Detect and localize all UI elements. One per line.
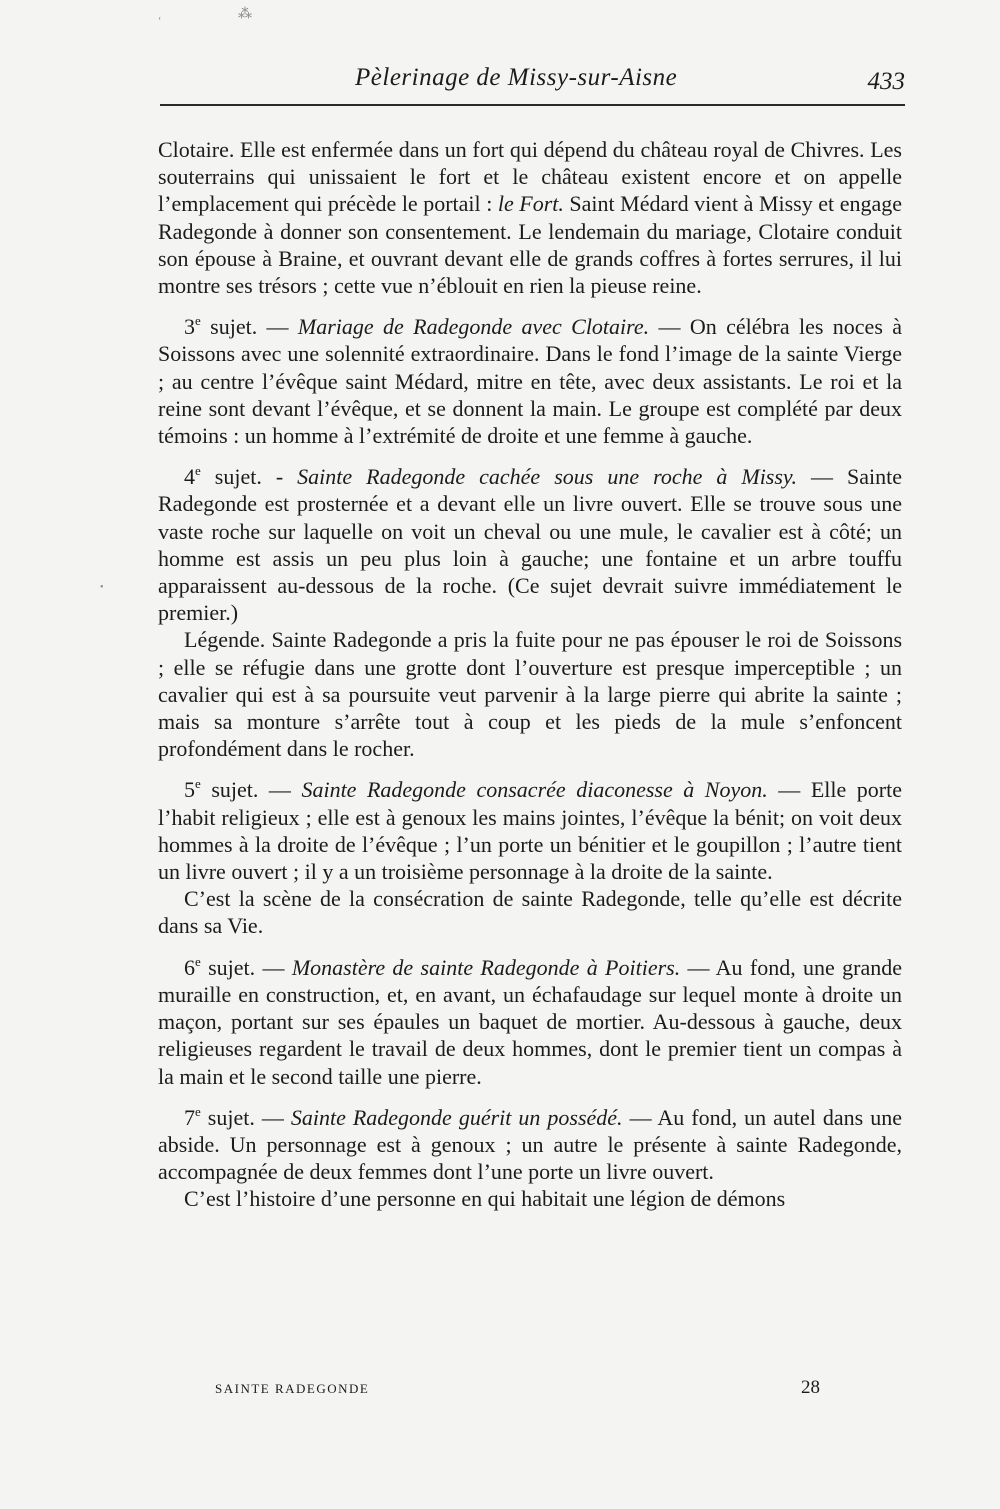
ordinal-suffix: e [195,463,201,479]
scan-speck: ‘ [158,16,162,27]
paragraph-text: — Au fond, une grande muraille en construction, et, en avant, un échafaudage sur lequel monte à droite un maçon, portant sur ses épaules un baquet de mortier. Au-dessous à gauche, deux religieuses regardent le travail de deux hommes, dont le premier tient un compas à la main et le second taille une pierre. [158,954,902,1089]
subject-title: Sainte Radegonde consacrée diaconesse à Noyon. [301,777,768,803]
subject-paragraph [158,954,902,1090]
subject-title: Monastère de sainte Radegonde à Poitiers. [291,954,681,980]
subject-label: sujet. — [200,314,298,340]
subject-number: 3 [184,314,195,340]
paragraph-text: — On célébra les noces à Soissons avec une solennité extraordinaire. Dans le fond l’image de la sainte Vierge ; au centre l’évêque saint Médard, mitre en tête, avec deux assistants. Le roi et la reine sont devant l’évêque, et se donnent la main. Le groupe est complété par deux témoins : un homme à l’extrémité de droite et une femme à gauche. [158,314,902,449]
subject-paragraph [158,776,902,885]
subject-number: 4 [184,464,195,490]
paragraph-text: C’est l’histoire d’une personne en qui habitait une légion de démons [184,1186,786,1212]
subject-label: sujet. - [200,464,298,490]
paragraph-text: — Au fond, un autel dans une abside. Un personnage est à genoux ; un autre le présente à sainte Radegonde, accompagnée de deux femmes dont l’une porte un livre ouvert. [158,1104,902,1185]
body-text [158,136,902,1213]
subject-title: Sainte Radegonde guérit un possédé. [290,1104,623,1130]
page-number: 433 [867,68,905,95]
paragraph-text: Saint Médard vient à Missy et engage Radegonde à donner son consentement. Le lendemain du mariage, Clotaire conduit son épouse à Braine, et ouvrant devant elle de grands coffres à fortes serrures, il lui montre ses trésors ; cette vue n’éblouit en rien la pieuse reine. [158,191,902,299]
ordinal-suffix: e [195,1103,201,1119]
paragraph [158,136,902,299]
ordinal-suffix: e [195,313,201,329]
paragraph-text: C’est la scène de la consécration de sainte Radegonde, telle qu’elle est décrite dans sa Vie. [158,886,902,939]
subject-number: 7 [184,1104,195,1130]
subject-label: sujet. — [200,1104,291,1130]
scan-speck: • [100,582,104,593]
subject-label: sujet. — [200,777,302,803]
paragraph-text: Clotaire. Elle est enfermée dans un fort qui dépend du château royal de Chivres. Les souterrains qui unissaient le fort et le château existent encore et on appelle l’emplacement qui précède le portail : [158,137,902,217]
subject-number: 5 [184,777,195,803]
paragraph [158,1185,902,1212]
running-header [160,60,905,106]
paragraph-text: — Elle porte l’habit religieux ; elle est à genoux les mains jointes, l’évêque la bénit; on voit deux hommes à la droite de l’évêque ; l’un porte un bénitier et le goupillon ; l’autre tient un livre ouvert ; il y a un troisième personnage à la droite de la sainte. [158,777,902,885]
subject-paragraph [158,1104,902,1186]
paragraph [158,885,902,939]
ordinal-suffix: e [195,776,201,792]
emphasized-text: le Fort. [497,191,564,217]
subject-title: Mariage de Radegonde avec Clotaire. [297,314,650,340]
paragraph-text: — Sainte Radegonde est prosternée et a devant elle un livre ouvert. Elle se trouve sous une vaste roche sur laquelle on voit un cheval ou une mule, le cavalier est à côté; un homme est assis un peu plus loin à gauche; une fontaine et un arbre touffu apparaissent au-dessous de la roche. (Ce sujet devrait suivre immédiatement le premier.) [158,464,902,626]
scan-speck: ⁂ [238,7,252,22]
subject-paragraph [158,463,902,626]
signature-number: 28 [801,1377,820,1398]
paragraph-text: Légende. Sainte Radegonde a pris la fuite pour ne pas épouser le roi de Soissons ; elle se réfugie dans une grotte dont l’ouverture est presque imperceptible ; un cavalier qui est à sa poursuite veut parvenir à la large pierre qui abrite la sainte ; mais sa monture s’arrête tout à coup et les pieds de la mule s’enfoncent profondément dans le rocher. [158,627,902,762]
subject-title: Sainte Radegonde cachée sous une roche à Missy. [297,464,797,490]
printer-signature: SAINTE RADEGONDE [215,1381,370,1396]
running-title: Pèlerinage de Missy-sur-Aisne [355,64,678,91]
ordinal-suffix: e [195,953,201,969]
subject-paragraph [158,313,902,449]
subject-number: 6 [184,954,195,980]
legend-paragraph [158,626,902,762]
subject-label: sujet. — [200,954,292,980]
page-footer [215,1377,820,1405]
